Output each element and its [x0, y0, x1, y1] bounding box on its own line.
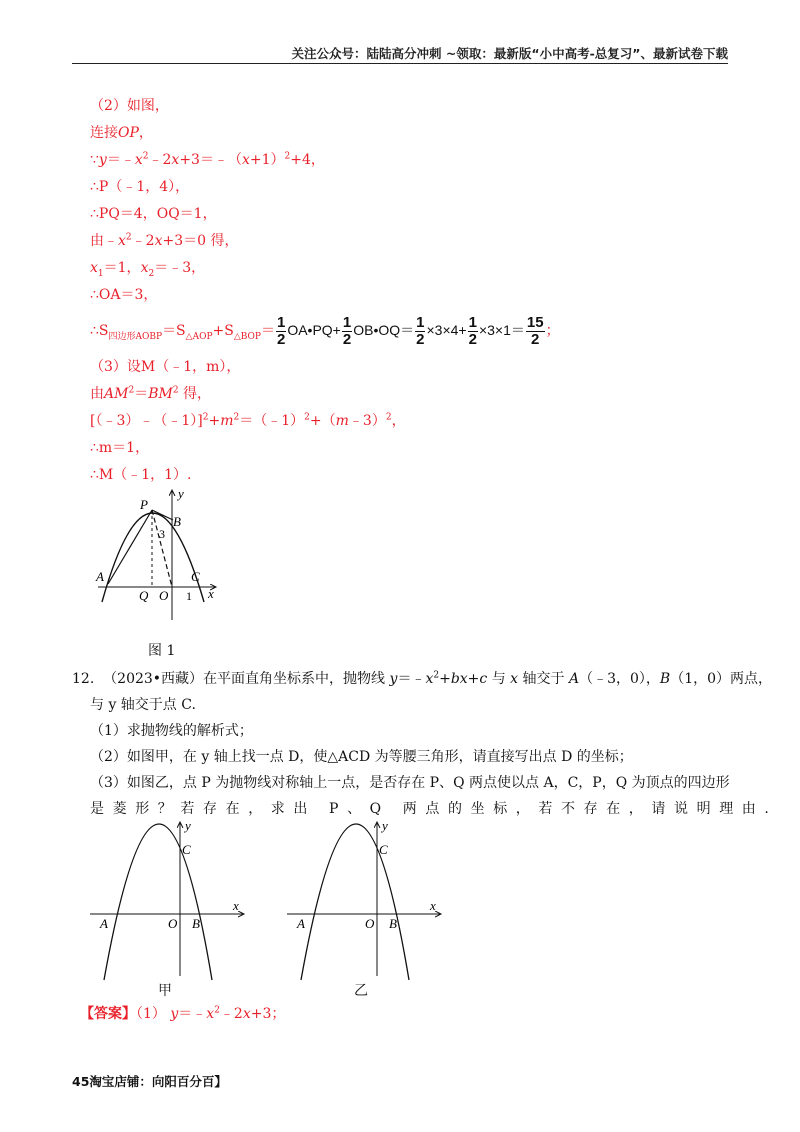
fraction-half: $\frac{1}{2}$ — [276, 313, 286, 348]
sol-line-4: ∴P（﹣1，4）， — [90, 179, 190, 195]
label-three: 3 — [159, 527, 165, 541]
label-o: O — [168, 916, 178, 931]
answer-line: 【答案】（1） $y=﹣x^2﹣2x+3$； — [80, 1005, 286, 1022]
sol-line-6: 由$﹣x^2﹣2x+3=0$ 得， — [90, 232, 239, 249]
label-x: x — [430, 898, 436, 913]
figure-jia-graph — [84, 816, 254, 986]
label-q: Q — [139, 588, 149, 603]
label-o: O — [365, 916, 375, 931]
sol-line-10: （3）设M（﹣1，m）， — [90, 359, 241, 375]
label-p: P — [140, 497, 148, 512]
page-header: 关注公众号：陆陆高分冲刺 ~领取：最新版“小中高考-总复习”、最新试卷下载 — [291, 46, 728, 61]
label-one: 1 — [186, 589, 192, 603]
question-line-2: 与 y 轴交于点 C. — [90, 697, 196, 713]
label-y: y — [185, 818, 191, 833]
fraction-half: $\frac{1}{2}$ — [342, 313, 352, 348]
label-b: B — [389, 916, 397, 931]
label-x: x — [208, 586, 214, 601]
header-rule — [72, 63, 728, 64]
parabola — [104, 824, 212, 980]
sol-line-1: （2）如图， — [90, 98, 169, 114]
label-c: C — [379, 842, 388, 857]
page-footer: 45淘宝店铺：向阳百分百】 — [72, 1074, 227, 1089]
parabola — [301, 824, 409, 980]
figure-yi-caption: 乙 — [354, 983, 368, 999]
sol-area-line: $\therefore S_{四边形AOBP}=S_{\triangle AOP}+S_{\triangle BOP}=$ $\frac{1}{2}$ OA•PQ+ $\frac{1}{2}$ OB•OQ＝ $\frac{1}{2}$ ×3×4+ $\frac{1}{2}$ ×3×1＝ $\frac{15}{2}$ ； — [90, 313, 560, 348]
figure-1-caption: 图 1 — [148, 643, 176, 659]
question-part-1: （1）求抛物线的解析式； — [90, 723, 253, 739]
segment-ap — [108, 510, 152, 584]
figure-1-graph — [88, 484, 228, 624]
label-c: C — [182, 842, 191, 857]
fraction-15-2: $\frac{15}{2}$ — [526, 313, 544, 348]
segment-pb — [152, 510, 173, 520]
fraction-half: $\frac{1}{2}$ — [468, 313, 477, 348]
sol-line-3: $\because y=﹣x^2﹣2x+3=﹣(x+1)^2+4$， — [90, 151, 325, 168]
sol-line-8: ∴OA＝3， — [90, 287, 158, 303]
answer-label: 【答案】 — [80, 1006, 136, 1022]
label-c: C — [191, 569, 200, 584]
label-a: A — [297, 916, 305, 931]
label-y: y — [382, 818, 388, 833]
label-b: B — [192, 916, 200, 931]
sol-line-7: $x_1=1$，$x_2=﹣3$， — [90, 260, 206, 279]
sol-line-14: ∴M（﹣1，1）. — [90, 467, 192, 483]
figure-yi-graph — [281, 816, 451, 986]
sol-line-12: $[(﹣3)﹣(﹣1)]^2+m^2=(﹣1)^2+(m﹣3)^2$， — [90, 412, 406, 429]
label-a: A — [100, 916, 108, 931]
fraction-half: $\frac{1}{2}$ — [416, 313, 425, 348]
sol-line-13: ∴m＝1， — [90, 440, 150, 456]
question-part-3: （3）如图乙，点 P 为抛物线对称轴上一点，是否存在 P、Q 两点使以点 A，C，P，Q 为顶点的四边形 — [90, 775, 730, 791]
label-y: y — [178, 486, 184, 501]
label-b: B — [173, 514, 181, 529]
sol-line-11: 由$AM^2=BM^2$ 得， — [90, 385, 211, 402]
sol-line-2: 连接OP， — [90, 125, 153, 141]
label-x: x — [233, 898, 239, 913]
label-a: A — [96, 569, 104, 584]
question-line-1: 12. （2023•西藏）在平面直角坐标系中，抛物线 $y=﹣x^2+bx+c$ 与 x 轴交于 A（﹣3，0），B（1，0）两点， — [72, 670, 773, 687]
figure-jia-caption: 甲 — [158, 983, 172, 999]
sol-line-5: ∴PQ＝4，OQ＝1， — [90, 206, 217, 222]
question-part-2: （2）如图甲，在 y 轴上找一点 D，使△ACD 为等腰三角形，请直接写出点 D 的坐标； — [90, 749, 633, 765]
label-o: O — [159, 588, 169, 603]
question-part-3-cont: 是菱形？若存在，求出 P、Q 两点的坐标，若不存在，请说明理由. — [90, 801, 778, 817]
